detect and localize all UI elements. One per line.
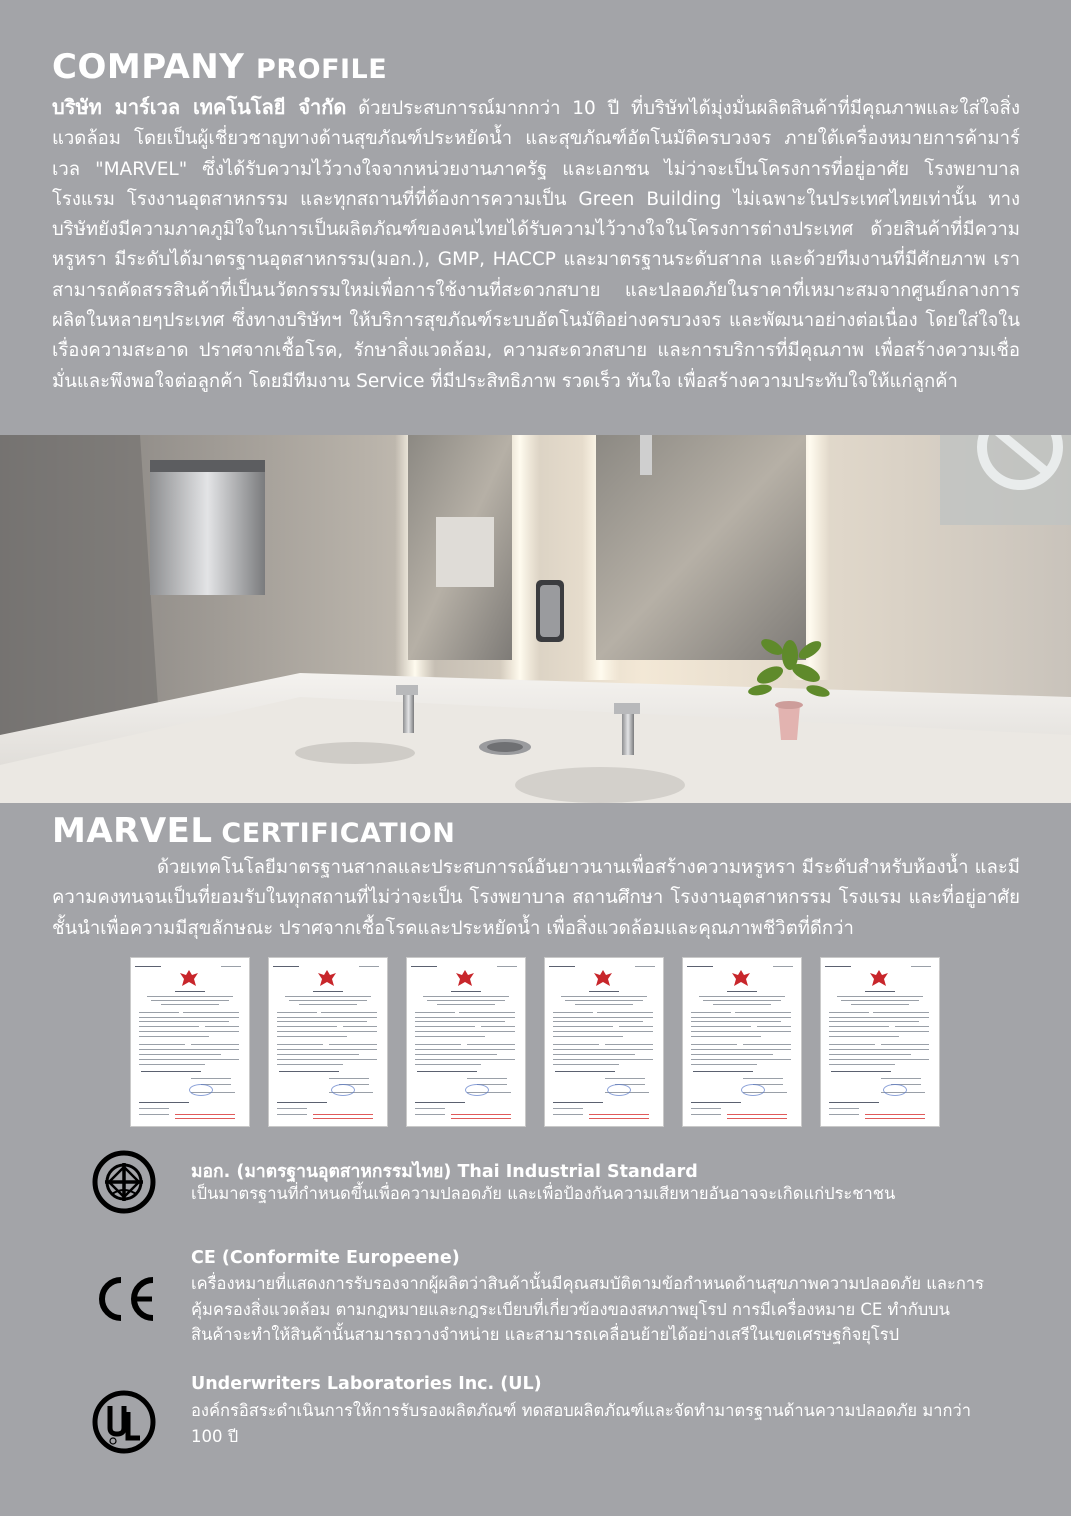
document-text-line — [415, 1031, 515, 1032]
document-text-line — [553, 1049, 653, 1050]
document-text-line — [289, 1000, 367, 1001]
document-text-line — [865, 1114, 925, 1115]
document-text-line — [549, 966, 575, 967]
document-text-line — [895, 1026, 929, 1027]
document-text-line — [553, 1114, 583, 1115]
document-text-line — [597, 1012, 653, 1013]
garuda-emblem-icon — [593, 969, 613, 987]
document-text-line — [161, 1004, 219, 1005]
document-text-line — [881, 1078, 921, 1079]
document-text-line — [691, 1026, 751, 1027]
document-text-line — [415, 1044, 461, 1045]
document-text-line — [743, 1078, 783, 1079]
document-text-line — [299, 1004, 357, 1005]
document-text-line — [605, 1044, 653, 1045]
garuda-emblem-icon — [317, 969, 337, 987]
document-text-line — [343, 1026, 377, 1027]
document-text-line — [467, 1044, 515, 1045]
document-text-line — [825, 966, 851, 967]
document-text-line — [605, 1078, 645, 1079]
document-text-line — [837, 996, 923, 997]
document-text-line — [415, 1049, 515, 1050]
ce-mark-icon — [92, 1267, 156, 1331]
document-text-line — [713, 1004, 771, 1005]
standard-description: องค์กรอิสระดำเนินการให้การรับรองผลิตภัณฑ์ ทดสอบผลิตภัณฑ์และจัดทำมาตรฐานด้านความปลอดภัย มากว่า 100 ปี — [191, 1401, 971, 1446]
document-text-line — [415, 1114, 445, 1115]
document-text-line — [139, 1044, 185, 1045]
document-text-line — [829, 1108, 859, 1109]
company-profile-text — [52, 92, 1020, 397]
document-text-line — [313, 991, 343, 992]
document-text-line — [757, 1026, 791, 1027]
document-text-line — [743, 1044, 791, 1045]
document-text-line — [553, 1012, 593, 1013]
garuda-emblem-icon — [731, 969, 751, 987]
document-text-line — [727, 991, 757, 992]
document-text-line — [553, 1044, 599, 1045]
document-text-line — [139, 1021, 229, 1022]
document-text-line — [191, 1044, 239, 1045]
document-text-line — [139, 1017, 239, 1018]
document-text-line — [437, 1004, 495, 1005]
document-text-line — [873, 1012, 929, 1013]
document-text-line — [829, 1064, 895, 1065]
document-text-line — [481, 1026, 515, 1027]
document-text-line — [829, 1021, 919, 1022]
document-text-line — [693, 1071, 753, 1072]
signature-stamp — [607, 1084, 631, 1096]
certification-text: ด้วยเทคโนโลยีมาตรฐานสากลและประสบการณ์อันยาวนานเพื่อสร้างความหรูหรา มีระดับสำหรับห้องน้ำ และมีความคงทนจนเป็นที่ยอมรับในทุกสถานที่ไม่ว่าจะเป็น โรงพยาบาล สถานศึกษา โรงงานอุตสาหกรรม โรงแรม และที่อยู่อาศัยชั้นนำเพื่อความมีสุขลักษณะ ปราศจากเชื้อโรคและประหยัดน้ำ เพื่อสิ่งแวดล้อมและคุณภาพชีวิตที่ดีกว่า — [52, 857, 1020, 939]
document-text-line — [467, 1078, 507, 1079]
document-text-line — [691, 1031, 791, 1032]
document-text-line — [727, 1114, 787, 1115]
document-text-line — [635, 966, 655, 967]
document-text-line — [691, 1021, 781, 1022]
document-text-line — [691, 1036, 761, 1037]
document-text-line — [829, 1044, 875, 1045]
document-text-line — [277, 1026, 337, 1027]
document-text-line — [589, 1118, 649, 1119]
document-text-line — [415, 1102, 465, 1103]
title-word-certification: CERTIFICATION — [221, 818, 456, 849]
document-text-line — [415, 1026, 475, 1027]
certificate-thumbnails — [131, 958, 941, 1126]
document-text-line — [427, 1000, 505, 1001]
document-text-line — [735, 1012, 791, 1013]
document-text-line — [829, 1049, 929, 1050]
document-text-line — [147, 996, 233, 997]
document-text-line — [139, 1036, 209, 1037]
document-text-line — [139, 1054, 221, 1055]
document-text-line — [829, 1054, 911, 1055]
document-text-line — [699, 996, 785, 997]
document-text-line — [415, 1108, 445, 1109]
document-text-line — [415, 1059, 515, 1060]
ul-mark-icon — [92, 1390, 156, 1454]
document-text-line — [911, 966, 931, 967]
document-text-line — [865, 1118, 925, 1119]
document-text-line — [277, 1059, 377, 1060]
document-text-line — [415, 1021, 505, 1022]
document-text-line — [277, 1031, 377, 1032]
document-text-line — [139, 1031, 239, 1032]
document-text-line — [313, 1114, 373, 1115]
document-text-line — [553, 1064, 619, 1065]
document-text-line — [553, 1026, 613, 1027]
document-text-line — [277, 1108, 307, 1109]
document-text-line — [277, 1017, 377, 1018]
document-text-line — [459, 1012, 515, 1013]
document-text-line — [881, 1044, 929, 1045]
document-text-line — [277, 1036, 347, 1037]
certificate-document-3 — [407, 958, 525, 1126]
certificate-document-5 — [683, 958, 801, 1126]
document-text-line — [415, 1064, 481, 1065]
document-text-line — [277, 1114, 307, 1115]
document-text-line — [411, 966, 437, 967]
document-text-line — [139, 1114, 169, 1115]
document-text-line — [727, 1118, 787, 1119]
document-text-line — [829, 1114, 859, 1115]
document-text-line — [865, 991, 895, 992]
garuda-emblem-icon — [455, 969, 475, 987]
company-name: บริษัท มาร์เวล เทคโนโลยี จำกัด — [52, 95, 347, 119]
document-text-line — [175, 991, 205, 992]
standard-name: Underwriters Laboratories Inc. (UL) — [191, 1374, 542, 1394]
marvel-certification-title — [52, 811, 456, 851]
document-text-line — [691, 1102, 741, 1103]
signature-stamp — [189, 1084, 213, 1096]
document-text-line — [139, 1059, 239, 1060]
document-text-line — [829, 1036, 899, 1037]
signature-stamp — [331, 1084, 355, 1096]
document-text-line — [277, 1021, 367, 1022]
document-text-line — [279, 1071, 339, 1072]
restroom-illustration — [0, 435, 1071, 803]
document-text-line — [329, 1044, 377, 1045]
document-text-line — [221, 966, 241, 967]
document-text-line — [205, 1026, 239, 1027]
document-text-line — [553, 1021, 643, 1022]
document-text-line — [415, 1017, 515, 1018]
document-text-line — [415, 1036, 485, 1037]
document-text-line — [451, 991, 481, 992]
document-text-line — [553, 1108, 583, 1109]
document-text-line — [191, 1078, 231, 1079]
standard-name: CE (Conformite Europeene) — [191, 1248, 460, 1268]
standard-name: มอก. (มาตรฐานอุตสาหกรรมไทย) Thai Industrial Standard — [191, 1162, 698, 1182]
document-text-line — [139, 1064, 205, 1065]
document-text-line — [841, 1000, 919, 1001]
standard-description: เป็นมาตรฐานที่กำหนดขึ้นเพื่อความปลอดภัย และเพื่อป้องกันความเสียหายอันอาจจะเกิดแก่ประชาชน — [191, 1184, 896, 1203]
company-profile-title — [52, 47, 388, 87]
restroom-photo — [0, 435, 1071, 803]
document-text-line — [313, 1118, 373, 1119]
document-text-line — [687, 966, 713, 967]
garuda-emblem-icon — [179, 969, 199, 987]
signature-stamp — [883, 1084, 907, 1096]
certificate-document-2 — [269, 958, 387, 1126]
document-text-line — [451, 1118, 511, 1119]
document-text-line — [691, 1017, 791, 1018]
document-text-line — [553, 1036, 623, 1037]
document-text-line — [703, 1000, 781, 1001]
document-text-line — [691, 1044, 737, 1045]
document-text-line — [277, 1049, 377, 1050]
document-text-line — [619, 1026, 653, 1027]
title-word-profile: PROFILE — [256, 54, 388, 85]
document-text-line — [553, 1054, 635, 1055]
garuda-emblem-icon — [869, 969, 889, 987]
document-text-line — [139, 1108, 169, 1109]
document-text-line — [829, 1012, 869, 1013]
signature-stamp — [741, 1084, 765, 1096]
document-text-line — [829, 1102, 879, 1103]
document-text-line — [139, 1012, 179, 1013]
standard-description: เครื่องหมายที่แสดงการรับรองจากผู้ผลิตว่าสินค้านั้นมีคุณสมบัติตามข้อกำหนดด้านสุขภาพความปลอดภัย และการคุ้มครองสิ่งแวดล้อม ตามกฎหมายและกฎระเบียบที่เกี่ยวข้องของสหภาพยุโรป การมีเครื่องหมาย CE ทำกับบนสินค้าจะทำให้สินค้านั้นสามารถวางจำหน่าย และสามารถเคลื่อนย้ายได้อย่างเสรีในเขตเศรษฐกิจยุโรป — [191, 1274, 984, 1344]
document-text-line — [423, 996, 509, 997]
document-text-line — [285, 996, 371, 997]
document-text-line — [151, 1000, 229, 1001]
document-text-line — [575, 1004, 633, 1005]
tis-mark-icon — [92, 1150, 156, 1214]
document-text-line — [497, 966, 517, 967]
document-text-line — [139, 1102, 189, 1103]
document-text-line — [691, 1064, 757, 1065]
document-text-line — [175, 1114, 235, 1115]
document-text-line — [691, 1049, 791, 1050]
document-text-line — [273, 966, 299, 967]
document-text-line — [359, 966, 379, 967]
document-text-line — [553, 1059, 653, 1060]
document-text-line — [139, 1026, 199, 1027]
document-text-line — [135, 966, 161, 967]
certificate-document-1 — [131, 958, 249, 1126]
document-text-line — [553, 1102, 603, 1103]
document-text-line — [175, 1118, 235, 1119]
document-text-line — [183, 1012, 239, 1013]
document-text-line — [831, 1071, 891, 1072]
document-text-line — [589, 991, 619, 992]
document-text-line — [691, 1054, 773, 1055]
document-text-line — [691, 1059, 791, 1060]
title-word-company: COMPANY — [52, 47, 245, 87]
document-text-line — [415, 1012, 455, 1013]
document-text-line — [829, 1017, 929, 1018]
document-text-line — [773, 966, 793, 967]
document-text-line — [415, 1054, 497, 1055]
document-text-line — [589, 1114, 649, 1115]
document-text-line — [553, 1031, 653, 1032]
document-text-line — [555, 1071, 615, 1072]
document-text-line — [277, 1044, 323, 1045]
document-text-line — [451, 1114, 511, 1115]
document-text-line — [829, 1026, 889, 1027]
document-text-line — [321, 1012, 377, 1013]
document-text-line — [691, 1114, 721, 1115]
document-text-line — [417, 1071, 477, 1072]
document-text-line — [329, 1078, 369, 1079]
document-text-line — [277, 1054, 359, 1055]
company-description: ด้วยประสบการณ์มากกว่า 10 ปี ที่บริษัทได้มุ่งมั่นผลิตสินค้าที่มีคุณภาพและใส่ใจสิ่งแวดล้อม โดยเป็นผู้เชี่ยวชาญทางด้านสุขภัณฑ์ประหยัดน้ำ และสุขภัณฑ์อัตโนมัติครบวงจร ภายใต้เครื่องหมายการค้ามาร์เวล "MARVEL" ซึ่งได้รับความไว้วางใจจากหน่วยงานภาครัฐ และเอกชน ไม่ว่าจะเป็นโครงการที่อยู่อาศัย โรงพยาบาล โรงแรม โรงงานอุตสาหกรรม และทุกสถานที่ที่ต้องการความเป็น Green Building ไม่เฉพาะในประเทศไทยเท่านั้น ทางบริษัทยังมีความภาคภูมิใจในการเป็นผลิตภัณฑ์ของคนไทยได้รับความไว้วางใจในโครงการต่างประเทศ ด้วยสินค้าที่มีความหรูหรา มีระดับได้มาตรฐานอุตสาหกรรม(มอก.), GMP, HACCP และมาตรฐานระดับสากล และด้วยทีมงานที่มีศักยภาพ เราสามารถคัดสรรสินค้าที่เป็นนวัตกรรมใหม่เพื่อการใช้งานที่สะดวกสบาย และปลอดภัยในราคาที่เหมาะสมจากศูนย์กลางการผลิตในหลายๆประเทศ ซึ่งทางบริษัทฯ ให้บริการสุขภัณฑ์ระบบอัตโนมัติอย่างครบวงจร และพัฒนาอย่างต่อเนื่อง โดยใส่ใจในเรื่องความสะอาด ปราศจากเชื้อโรค, รักษาสิ่งแวดล้อม, ความสะดวกสบาย และการบริการที่มีคุณภาพ เพื่อสร้างความเชื่อมั่นและพึงพอใจต่อลูกค้า โดยมีทีมงาน Service ที่มีประสิทธิภาพ รวดเร็ว ทันใจ เพื่อสร้างความประทับใจให้แก่ลูกค้า — [52, 98, 1020, 392]
document-text-line — [829, 1031, 929, 1032]
signature-stamp — [465, 1084, 489, 1096]
document-text-line — [277, 1064, 343, 1065]
document-text-line — [565, 1000, 643, 1001]
document-text-line — [829, 1059, 929, 1060]
document-text-line — [691, 1012, 731, 1013]
document-text-line — [277, 1012, 317, 1013]
document-text-line — [553, 1017, 653, 1018]
document-text-line — [139, 1049, 239, 1050]
title-word-marvel: MARVEL — [52, 811, 213, 851]
document-text-line — [691, 1108, 721, 1109]
document-text-line — [561, 996, 647, 997]
certificate-document-4 — [545, 958, 663, 1126]
document-text-line — [277, 1102, 327, 1103]
document-text-line — [851, 1004, 909, 1005]
certificate-document-6 — [821, 958, 939, 1126]
document-text-line — [141, 1071, 201, 1072]
